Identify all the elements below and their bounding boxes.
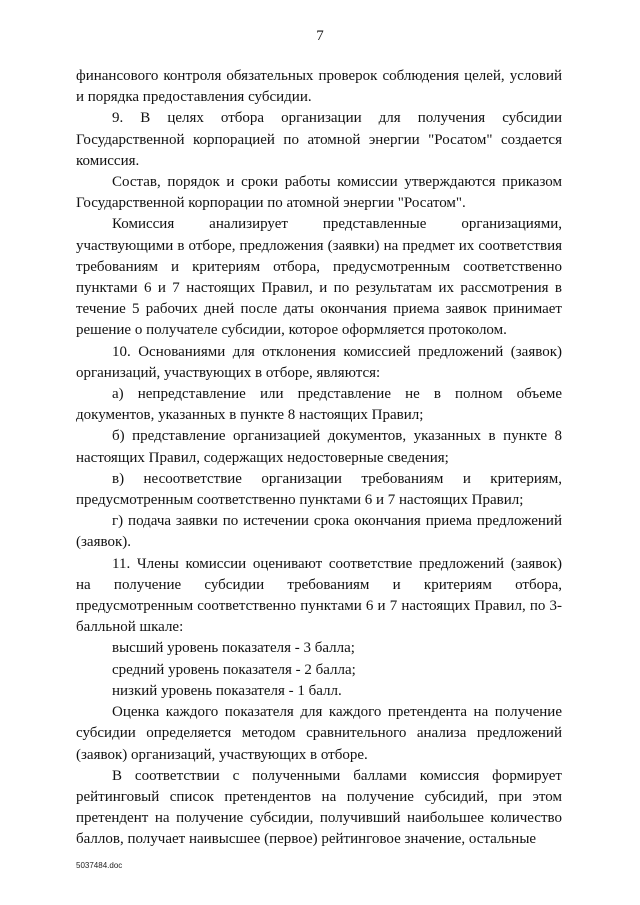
- paragraph-item-10: 10. Основаниями для отклонения комиссией предложений (заявок) организаций, участвующих в отборе, являются:: [76, 343, 562, 381]
- paragraph-commission-composition: Состав, порядок и сроки работы комиссии утверждаются приказом Государственной корпорации по атомной энергии "Росатом".: [76, 174, 562, 212]
- paragraph-subitem-b: б) представление организацией документов, указанных в пункте 8 настоящих Правил, содержащих недостоверные сведения;: [76, 428, 562, 466]
- paragraph-subitem-g: г) подача заявки по истечении срока окончания приема предложений (заявок).: [76, 513, 562, 551]
- paragraph-item-11: 11. Члены комиссии оценивают соответствие предложений (заявок) на получение субсидии требованиям и критериям отбора, предусмотренным соответственно пунктами 6 и 7 настоящих Правил, по 3-балльной шкале:: [76, 555, 562, 636]
- paragraph-item-9: 9. В целях отбора организации для получения субсидии Государственной корпорацией по атомной энергии "Росатом" создается комиссия.: [76, 110, 562, 169]
- paragraph-subitem-a: а) непредставление или представление не в полном объеме документов, указанных в пункте 8 настоящих Правил;: [76, 386, 562, 424]
- document-filename: 5037484.doc: [76, 861, 123, 870]
- paragraph-continuation: финансового контроля обязательных проверок соблюдения целей, условий и порядка предоставления субсидии.: [76, 68, 562, 106]
- paragraph-evaluation-method: Оценка каждого показателя для каждого претендента на получение субсидии определяется методом сравнительного анализа предложений (заявок) организаций, участвующих в отборе.: [76, 704, 562, 763]
- paragraph-commission-analysis: Комиссия анализирует представленные организациями, участвующими в отборе, предложения (заявки) на предмет их соответствия требованиям и критериям отбора, предусмотренным соответственно пунктами 6 и 7 настоящих Правил, и по результатам их рассмотрения в течение 5 рабочих дней после даты окончания приема заявок принимает решение о получателе субсидии, которое оформляется протоколом.: [76, 216, 562, 339]
- paragraph-rating-list: В соответствии с полученными баллами комиссия формирует рейтинговый список претендентов на получение субсидий, при этом претендент на получение субсидии, получивший наибольшее количество баллов, получает наивысшее (первое) рейтинговое значение, остальные: [76, 767, 562, 848]
- document-body: [76, 66, 562, 851]
- paragraph-subitem-v: в) несоответствие организации требованиям и критериям, предусмотренным соответственно пунктами 6 и 7 настоящих Правил;: [76, 470, 562, 509]
- scale-level-high: высший уровень показателя - 3 балла;: [112, 640, 355, 657]
- scale-level-medium: средний уровень показателя - 2 балла;: [112, 661, 356, 678]
- page-number: 7: [316, 28, 324, 44]
- scale-level-low: низкий уровень показателя - 1 балл.: [112, 682, 342, 699]
